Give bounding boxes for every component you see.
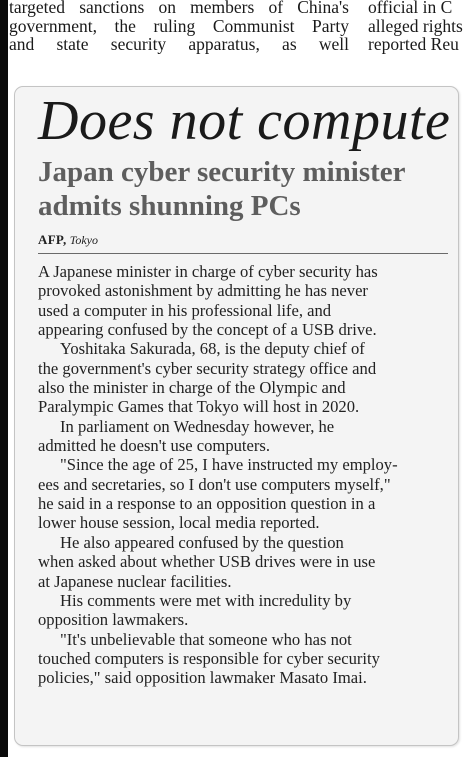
byline-place: Tokyo: [69, 233, 99, 247]
body-line: admitted he doesn't use computers.: [38, 436, 271, 456]
body-line: at Japanese nuclear facilities.: [38, 571, 232, 591]
byline-divider: [38, 253, 448, 254]
article-headline: [38, 155, 458, 223]
background-text-line: alleged rights: [368, 15, 463, 36]
body-line: ees and secretaries, so I don't use computers myself,": [38, 474, 391, 494]
page-edge-bar: [0, 0, 8, 757]
background-article-column-right: [368, 0, 466, 54]
body-line: "Since the age of 25, I have instructed my employ-: [60, 455, 398, 475]
body-line: policies," said opposition lawmaker Masato Imai.: [38, 668, 367, 688]
body-line: appearing confused by the concept of a USB drive.: [38, 320, 377, 340]
body-line: His comments were met with incredulity by: [60, 590, 352, 610]
article-byline: [38, 232, 98, 248]
background-text-line: reported Reu: [368, 34, 459, 54]
byline-agency: AFP,: [38, 232, 67, 247]
background-text-line: targeted sanctions on members of China's: [9, 0, 349, 17]
body-line: opposition lawmakers.: [38, 610, 189, 630]
article-box: [14, 86, 459, 746]
body-line: used a computer in his professional life, and: [38, 300, 332, 320]
background-text-line: and state security apparatus, as well: [9, 34, 349, 54]
body-line: lower house session, local media reported.: [38, 513, 320, 533]
body-line: Paralympic Games that Tokyo will host in 2020.: [38, 397, 360, 417]
body-line: the government's cyber security strategy office and: [38, 358, 377, 378]
body-line: A Japanese minister in charge of cyber security has: [38, 262, 378, 281]
body-line: In parliament on Wednesday however, he: [60, 416, 335, 436]
body-line: touched computers is responsible for cyber security: [38, 648, 380, 668]
body-line: provoked astonishment by admitting he has never: [38, 281, 368, 301]
body-line: also the minister in charge of the Olympic and: [38, 378, 346, 398]
background-text-line: government, the ruling Communist Party: [9, 15, 349, 36]
body-line: when asked about whether USB drives were in use: [38, 552, 376, 572]
headline-line: admits shunning PCs: [38, 190, 301, 222]
article-kicker: Does not compute: [38, 90, 451, 152]
background-text-line: official in C: [368, 0, 453, 17]
body-line: He also appeared confused by the question: [60, 532, 344, 552]
body-line: "It's unbelievable that someone who has not: [60, 629, 352, 649]
headline-line: Japan cyber security minister: [38, 156, 406, 188]
body-line: Yoshitaka Sakurada, 68, is the deputy chief of: [60, 339, 365, 359]
body-line: he said in a response to an opposition question in a: [38, 494, 376, 514]
article-body: [38, 262, 450, 688]
background-article-column-left: [9, 0, 349, 54]
